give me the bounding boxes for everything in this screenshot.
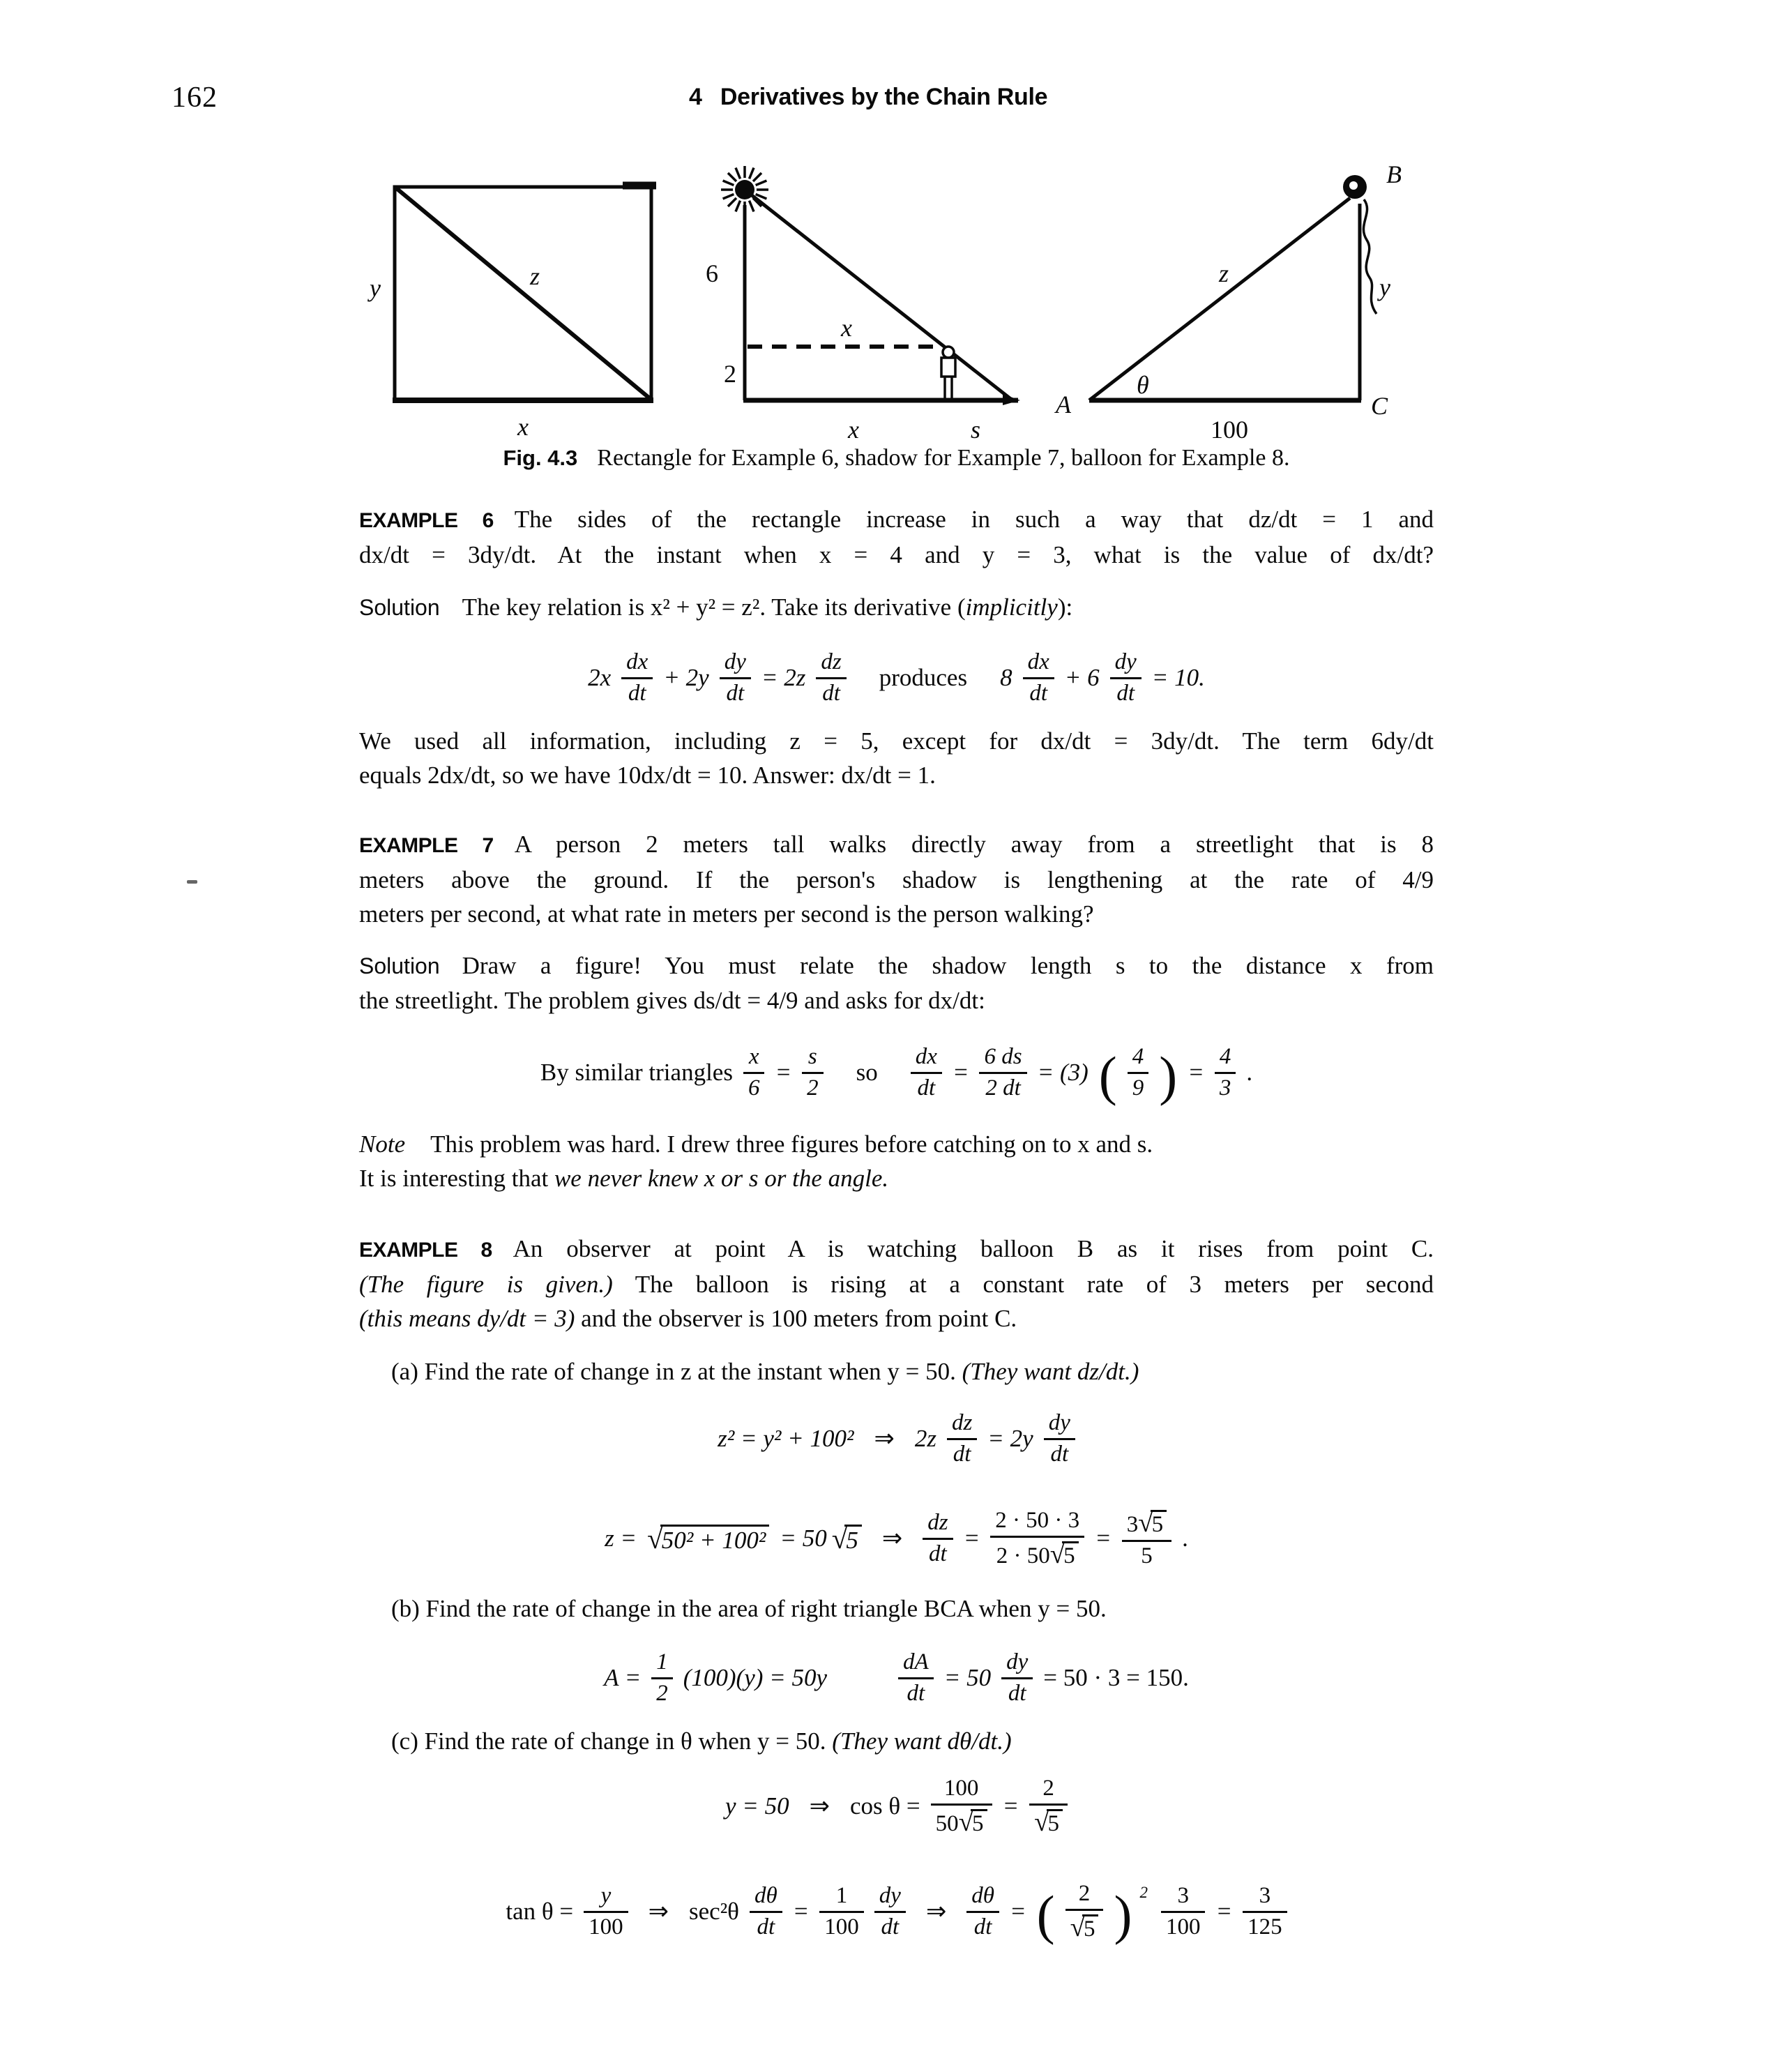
implies-arrow: ⇒: [809, 1792, 830, 1820]
math-token: =: [1188, 1059, 1204, 1086]
chapter-number: 4: [689, 84, 702, 110]
math-token: = (3): [1037, 1059, 1089, 1086]
math-fraction: $\frac{dy}{dt}$: [874, 1883, 906, 1940]
balloon-hypotenuse: [1089, 198, 1350, 400]
page-number: 162: [172, 82, 218, 114]
math-token: 8: [1000, 664, 1012, 691]
example8c-equation1: [359, 1764, 1434, 1848]
example7-label: EXAMPLE 7: [359, 834, 494, 857]
math-fraction: $\frac{x}{6}$: [743, 1044, 765, 1101]
margin-mark: [187, 880, 197, 884]
math-fraction: $\frac{s}{2}$: [802, 1044, 824, 1101]
math-fraction: $\frac{d\theta}{dt}$: [750, 1883, 782, 1940]
math-token: (100)(y) = 50y: [683, 1663, 828, 1691]
example6-line1-text: The sides of the rectangle increase in such a way that dz/dt = 1 and: [514, 506, 1434, 533]
balloon-label-100: 100: [1211, 416, 1248, 444]
example8-italic: (this means dy/dt = 3): [359, 1305, 575, 1332]
radical: √5: [832, 1522, 862, 1555]
example6-equation: [359, 636, 1434, 720]
math-token: = 50: [780, 1525, 827, 1552]
math-token: = 2z: [761, 664, 806, 691]
rect-label-y: y: [370, 274, 381, 302]
math-fraction: $\frac{4}{3}$: [1215, 1044, 1236, 1101]
example8-line1: [359, 1232, 1434, 1267]
example6-paragraph: [359, 502, 1434, 572]
part-b-line: (b) Find the rate of change in the area of right triangle BCA when y = 50.: [391, 1595, 1107, 1622]
example7-line3: meters per second, at what rate in meters per second is the person walking?: [359, 900, 1094, 928]
light-ray-line: [745, 190, 1012, 400]
chapter-title: Derivatives by the Chain Rule: [720, 84, 1048, 110]
math-fraction: $\frac{dz}{dt}$: [923, 1510, 953, 1567]
example6-solution: [359, 590, 1434, 625]
balloon-label-z: z: [1219, 259, 1229, 287]
math-fraction: $\frac{dx}{dt}$: [911, 1044, 942, 1101]
note-line2: [359, 1161, 1434, 1195]
math-word: tan θ =: [506, 1898, 574, 1925]
example8-line1-text: An observer at point A is watching balloon B as it rises from point C.: [513, 1235, 1434, 1262]
math-token: 2x: [588, 664, 612, 691]
math-fraction: $\frac{dy}{dt}$: [1044, 1410, 1075, 1467]
math-fraction: $\frac{2}{√5}$: [1029, 1776, 1068, 1838]
math-fraction: $\frac{2}{√5}$: [1065, 1881, 1104, 1943]
math-fraction: $\frac{dy}{dt}$: [1110, 649, 1141, 706]
example6-line1: [359, 502, 1434, 538]
example8-label: EXAMPLE 8: [359, 1239, 492, 1262]
math-fraction: $\frac{2 \cdot 50 \cdot 3}{2 \cdot 50√5}$: [990, 1508, 1084, 1570]
shadow-label-2: 2: [724, 360, 736, 388]
balloon-figure: [1054, 160, 1402, 444]
solution-text-end: ):: [1057, 593, 1073, 621]
shadow-label-s: s: [971, 416, 981, 444]
math-fraction: $\frac{1}{100}$: [819, 1883, 864, 1940]
example8-italic: (The figure is given.): [359, 1271, 613, 1298]
rectangle-diagonal: [395, 187, 651, 400]
paren-exponent: 2: [1139, 1884, 1148, 1901]
math-word: so: [856, 1059, 878, 1086]
math-fraction: $\frac{dA}{dt}$: [898, 1649, 934, 1707]
solution-italic: implicitly: [965, 593, 1058, 621]
figure-caption-label: Fig. 4.3: [503, 446, 578, 470]
note-paragraph: [359, 1127, 1434, 1195]
implies-arrow: ⇒: [925, 1898, 947, 1925]
implies-arrow: ⇒: [874, 1425, 895, 1452]
example6-line2: dx/dt = 3dy/dt. At the instant when x = 4 and y = 3, what is the value of dx/dt?: [359, 541, 1434, 568]
math-token: =: [1215, 1898, 1233, 1925]
math-token: =: [1095, 1525, 1112, 1552]
example7-solution-line2: the streetlight. The problem gives ds/dt = 4/9 and asks for dx/dt:: [359, 987, 985, 1014]
math-token: =: [1002, 1792, 1019, 1820]
example7-paragraph: [359, 827, 1434, 931]
math-token: = 50 · 3 = 150.: [1043, 1663, 1189, 1691]
figure-caption-text: Rectangle for Example 6, shadow for Example 7, balloon for Example 8.: [597, 445, 1290, 471]
example7-line1-text: A person 2 meters tall walks directly away from a streetlight that is 8: [514, 831, 1434, 858]
math-token: =: [963, 1525, 980, 1552]
balloon-icon: [1343, 175, 1367, 199]
math-fraction: $\frac{3√5}{5}$: [1122, 1508, 1171, 1570]
solution-text: The key relation is x² + y² = z². Take its derivative (: [462, 593, 966, 621]
part-c-italic: (They want dθ/dt.): [832, 1727, 1012, 1755]
math-token: = 10.: [1151, 664, 1205, 691]
part-c-line: [359, 1724, 1434, 1758]
example8b-equation: [359, 1638, 1434, 1718]
math-fraction: $\frac{dx}{dt}$: [1023, 649, 1054, 706]
solution-text: Draw a figure! You must relate the shadow length s to the distance x from: [462, 952, 1434, 979]
math-token: z =: [605, 1525, 637, 1552]
note-text: It is interesting that: [359, 1165, 554, 1192]
followup-line2: equals 2dx/dt, so we have 10dx/dt = 10. Answer: dx/dt = 1.: [359, 762, 936, 789]
math-token: = 50: [943, 1663, 992, 1691]
example6-followup: [359, 724, 1434, 792]
math-fraction: $\frac{4}{9}$: [1128, 1044, 1149, 1101]
math-token: =: [775, 1059, 792, 1086]
example8-line2: [359, 1267, 1434, 1301]
figure-4-3: [335, 160, 1464, 446]
note-text: This problem was hard. I drew three figures before catching on to x and s.: [430, 1130, 1153, 1158]
solution-label: Solution: [359, 595, 440, 620]
implies-arrow: ⇒: [881, 1525, 903, 1552]
shadow-label-x-bottom: x: [848, 416, 859, 444]
example8c-equation2: tan θ = $\frac{y}{100}$ ⇒ sec²θ $\frac{d\theta}{dt}$ = $\frac{1}{100}$ $\frac{dy}{dt}$ ⇒ $\frac{d\theta}{dt}$ = ( $\frac{2}{√5}$ ) 2 $\frac{3}{100}$ = $\frac{3}{125}$: [359, 1866, 1434, 1957]
figure-caption: [359, 445, 1434, 471]
implies-arrow: ⇒: [648, 1898, 669, 1925]
math-token: y = 50: [725, 1792, 789, 1820]
math-fraction: $\frac{dx}{dt}$: [621, 649, 653, 706]
note-italic: we never knew x or s or the angle.: [554, 1165, 889, 1192]
rectangle-figure: [367, 186, 656, 441]
math-token: z² = y² + 100²: [718, 1425, 854, 1452]
math-token: .: [1182, 1525, 1188, 1552]
part-c-text: (c) Find the rate of change in θ when y = 50.: [391, 1727, 833, 1755]
example7-line1: [359, 827, 1434, 863]
rect-label-x: x: [517, 413, 529, 441]
followup-line1: We used all information, including z = 5, except for dx/dt = 3dy/dt. The term 6dy/dt: [359, 727, 1434, 755]
example8a-equation2: [359, 1497, 1434, 1580]
math-word: produces: [879, 664, 968, 691]
example8-line2-text: The balloon is rising at a constant rate of 3 meters per second: [612, 1271, 1434, 1298]
example6-label: EXAMPLE 6: [359, 509, 494, 532]
math-word: cos θ =: [849, 1792, 920, 1820]
example6-solution-line: [359, 590, 1434, 625]
math-word: By similar triangles: [540, 1059, 733, 1086]
example7-solution-line1: [359, 948, 1434, 983]
shadow-label-6: 6: [706, 259, 718, 287]
math-fraction: $\frac{dz}{dt}$: [947, 1410, 977, 1467]
math-token: + 6: [1064, 664, 1100, 691]
example7-solution: [359, 948, 1434, 1018]
math-token: .: [1246, 1059, 1253, 1086]
math-fraction: $\frac{3}{100}$: [1161, 1883, 1206, 1940]
math-fraction: $\frac{3}{125}$: [1243, 1883, 1287, 1940]
math-fraction: $\frac{6 ds}{2 dt}$: [979, 1044, 1026, 1101]
balloon-label-C: C: [1371, 392, 1388, 420]
math-token: = 2y: [987, 1425, 1033, 1452]
example8a-equation1: [359, 1400, 1434, 1477]
balloon-label-B: B: [1386, 160, 1402, 188]
math-word: sec²θ: [689, 1898, 739, 1925]
math-token: =: [792, 1898, 810, 1925]
balloon-label-y: y: [1379, 273, 1390, 301]
math-token: + 2y: [663, 664, 709, 691]
shadow-tip: [1003, 394, 1020, 405]
math-token: 2z: [914, 1425, 936, 1452]
example8-line3-text: and the observer is 100 meters from point C.: [575, 1305, 1017, 1332]
math-fraction: $\frac{y}{100}$: [584, 1883, 628, 1940]
solution-label: Solution: [359, 953, 440, 978]
math-fraction: $\frac{dz}{dt}$: [816, 649, 846, 706]
shadow-label-x-top: x: [841, 314, 852, 342]
note-label: Note: [359, 1130, 406, 1158]
person-figure: [941, 347, 955, 399]
balloon-string: [1363, 199, 1376, 314]
example7-equation: By similar triangles $\frac{x}{6}$ = $\frac{s}{2}$ so $\frac{dx}{dt}$ = $\frac{6 ds}{2 dt}$ = (3) ( $\frac{4}{9}$ ) = $\frac{4}{3}$ .: [540, 1044, 1253, 1106]
radical: √50² + 100²: [647, 1522, 769, 1555]
example8-line3: [359, 1301, 1434, 1336]
math-token: =: [1010, 1898, 1026, 1925]
math-fraction: $\frac{dy}{dt}$: [1001, 1649, 1033, 1707]
note-line1: [359, 1127, 1434, 1161]
example7-line2: meters above the ground. If the person's shadow is lengthening at the rate of 4/9: [359, 866, 1434, 893]
part-a-line: [359, 1354, 1434, 1389]
example8-paragraph: [359, 1232, 1434, 1336]
math-fraction: $\frac{100}{50√5}$: [931, 1776, 992, 1838]
math-token: =: [952, 1059, 969, 1086]
math-fraction: $\frac{d\theta}{dt}$: [966, 1883, 999, 1940]
balloon-label-A: A: [1056, 391, 1071, 418]
shadow-figure: [706, 166, 1020, 444]
balloon-label-theta: θ: [1137, 371, 1149, 399]
math-fraction: $\frac{dy}{dt}$: [720, 649, 751, 706]
part-a-text: (a) Find the rate of change in z at the instant when y = 50.: [391, 1358, 962, 1385]
math-token: A =: [604, 1663, 642, 1691]
chapter-header: [689, 84, 1047, 111]
math-fraction: $\frac{1}{2}$: [651, 1649, 673, 1707]
part-a-italic: (They want dz/dt.): [962, 1358, 1139, 1385]
rect-label-z: z: [530, 262, 540, 290]
